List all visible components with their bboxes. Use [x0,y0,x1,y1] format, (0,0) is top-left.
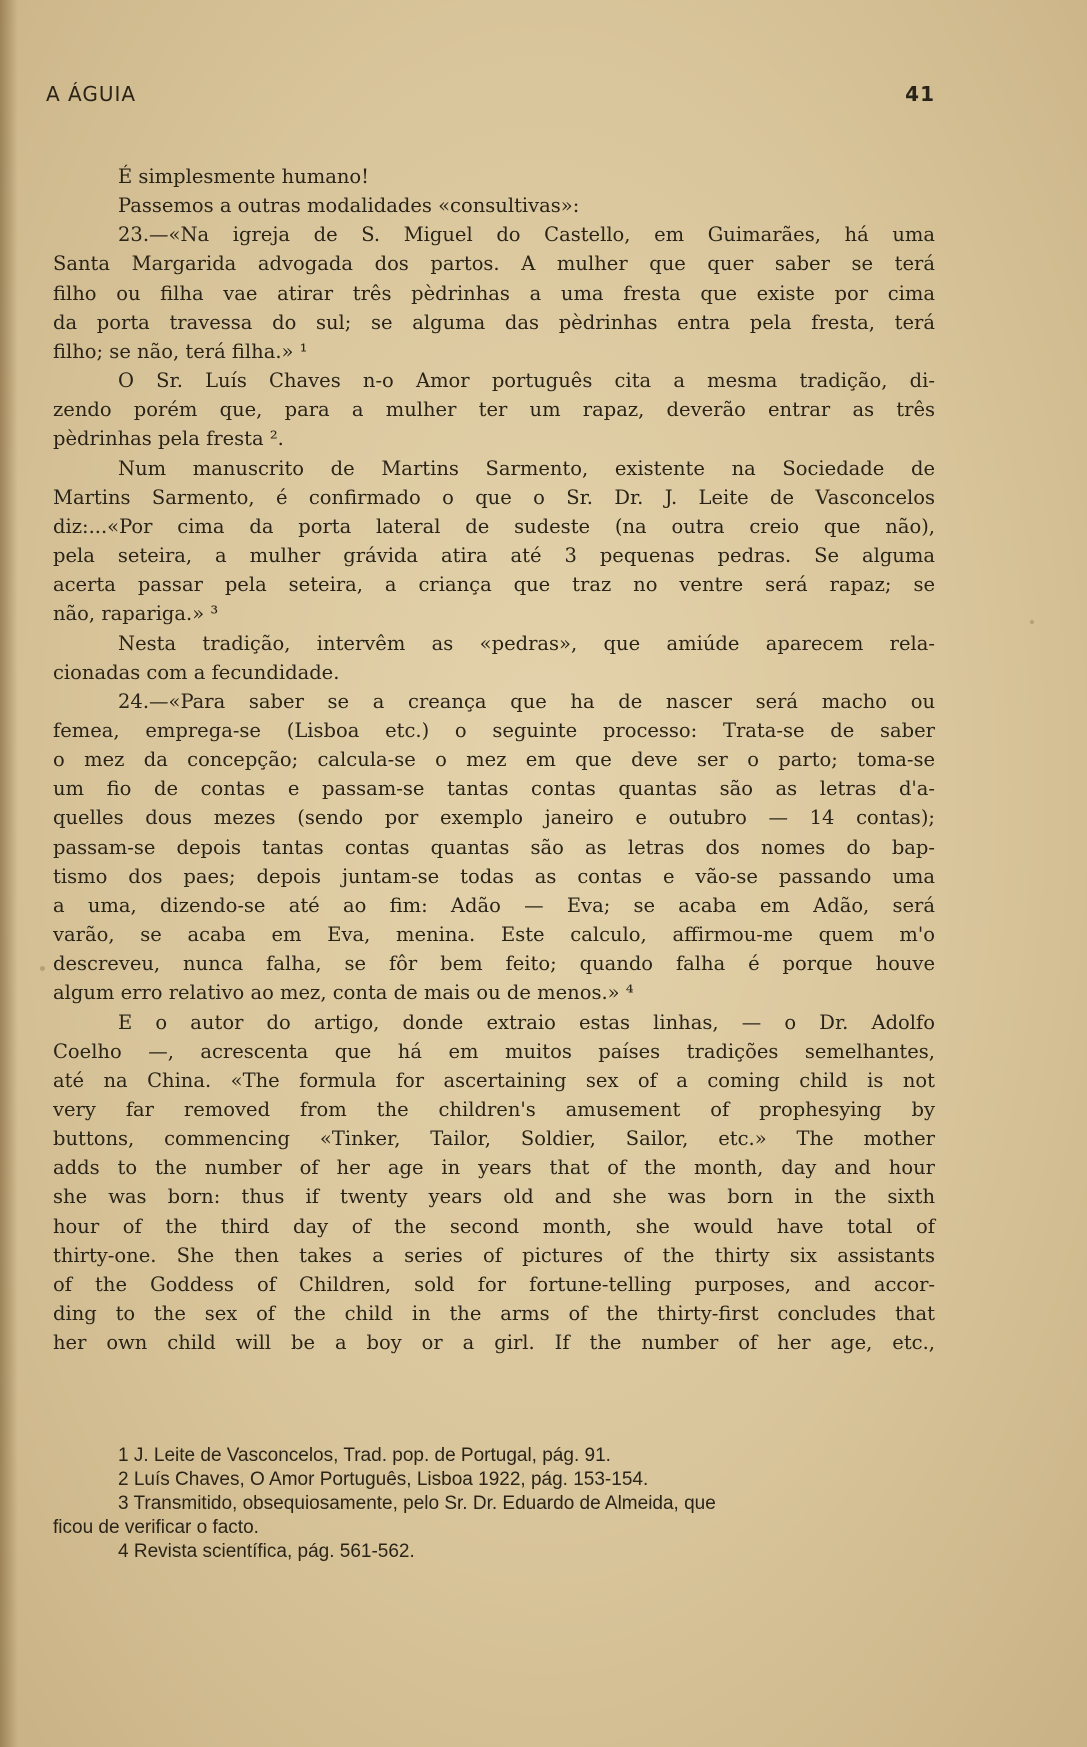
footnote-line: 4 Revista scientífica, pág. 561-562. [118,1541,415,1562]
text-line: Coelho —, acrescenta que há em muitos países tradições semelhantes, [53,1039,935,1063]
text-line: her own child will be a boy or a girl. If the number of her age, etc., [53,1331,935,1355]
text-line: pela seteira, a mulher grávida atira até 3 pequenas pedras. Se alguma [53,544,935,568]
text-line: cionadas com a fecundidade. [53,660,340,684]
text-line: um fio de contas e passam-se tantas contas quantas são as letras d'a- [53,777,935,801]
footnote-line: 3 Transmitido, obsequiosamente, pelo Sr. Dr. Eduardo de Almeida, que [118,1493,716,1514]
text-line: Passemos a outras modalidades «consultivas»: [118,194,580,218]
text-line: O Sr. Luís Chaves n-o Amor português cita a mesma tradição, di- [118,369,935,393]
text-line: buttons, commencing «Tinker, Tailor, Soldier, Sailor, etc.» The mother [53,1127,935,1151]
footnote-line: ficou de verificar o facto. [53,1517,259,1538]
text-line: zendo porém que, para a mulher ter um rapaz, deverão entrar as três [53,398,935,422]
text-line: hour of the third day of the second month, she would have total of [53,1214,935,1238]
text-line: of the Goddess of Children, sold for fortune-telling purposes, and accor- [53,1272,935,1296]
page-number: 41 [905,82,935,106]
running-title: A ÁGUIA [46,82,137,106]
text-line: até na China. «The formula for ascertaining sex of a coming child is not [53,1068,935,1092]
text-line: filho ou filha vae atirar três pèdrinhas a uma fresta que existe por cima [53,281,935,305]
text-line: É simplesmente humano! [118,165,369,188]
text-line: E o autor do artigo, donde extraio estas linhas, — o Dr. Adolfo [118,1010,935,1034]
text-line: descreveu, nunca falha, se fôr bem feito; quando falha é porque houve [53,952,935,976]
text-line: acerta passar pela seteira, a criança que traz no ventre será rapaz; se [53,573,935,597]
footnote-line: 2 Luís Chaves, O Amor Português, Lisboa 1922, pág. 153-154. [118,1469,649,1490]
text-line: femea, emprega-se (Lisboa etc.) o seguinte processo: Trata-se de saber [53,718,935,742]
print-speck [1030,620,1034,624]
text-line: Martins Sarmento, é confirmado o que o Sr. Dr. J. Leite de Vasconcelos [53,485,935,509]
text-line: ding to the sex of the child in the arms of the thirty-first concludes that [53,1302,935,1326]
text-line: o mez da concepção; calcula-se o mez em que deve ser o parto; toma-se [53,748,935,772]
text-line: filho; se não, terá filha.» ¹ [53,339,308,363]
text-line: she was born: thus if twenty years old and she was born in the sixth [53,1185,935,1209]
text-line: a uma, dizendo-se até ao fim: Adão — Eva; se acaba em Adão, será [53,893,935,917]
text-line: 24.—«Para saber se a creança que ha de nascer será macho ou [118,689,935,713]
print-speck [40,966,45,971]
text-line: Num manuscrito de Martins Sarmento, existente na Sociedade de [118,456,935,480]
body-text [53,162,935,1357]
footnotes [53,1444,935,1564]
text-line: adds to the number of her age in years that of the month, day and hour [53,1156,935,1180]
page-edge-shadow [0,0,18,1747]
text-line: da porta travessa do sul; se alguma das pèdrinhas entra pela fresta, terá [53,310,935,334]
text-line: algum erro relativo ao mez, conta de mais ou de menos.» ⁴ [53,981,634,1005]
text-line: não, rapariga.» ³ [53,602,219,626]
text-line: tismo dos paes; depois juntam-se todas as contas e vão-se passando uma [53,864,935,888]
text-line: quelles dous mezes (sendo por exemplo janeiro e outubro — 14 contas); [53,806,935,830]
text-line: very far removed from the children's amusement of prophesying by [53,1098,935,1121]
text-line: pèdrinhas pela fresta ². [53,427,284,451]
text-line: Santa Margarida advogada dos partos. A mulher que quer saber se terá [53,252,935,276]
text-line: Nesta tradição, intervêm as «pedras», que amiúde aparecem rela- [118,631,935,655]
text-line: varão, se acaba em Eva, menina. Este calculo, affirmou-me quem m'o [53,923,935,947]
footnote-line: 1 J. Leite de Vasconcelos, Trad. pop. de Portugal, pág. 91. [118,1445,611,1466]
text-line: thirty-one. She then takes a series of pictures of the thirty six assistants [53,1243,935,1267]
text-line: 23.—«Na igreja de S. Miguel do Castello, em Guimarães, há uma [118,223,935,247]
running-header [46,82,935,106]
text-line: diz:...«Por cima da porta lateral de sudeste (na outra creio que não), [53,514,935,538]
text-line: passam-se depois tantas contas quantas são as letras dos nomes do bap- [53,835,935,859]
